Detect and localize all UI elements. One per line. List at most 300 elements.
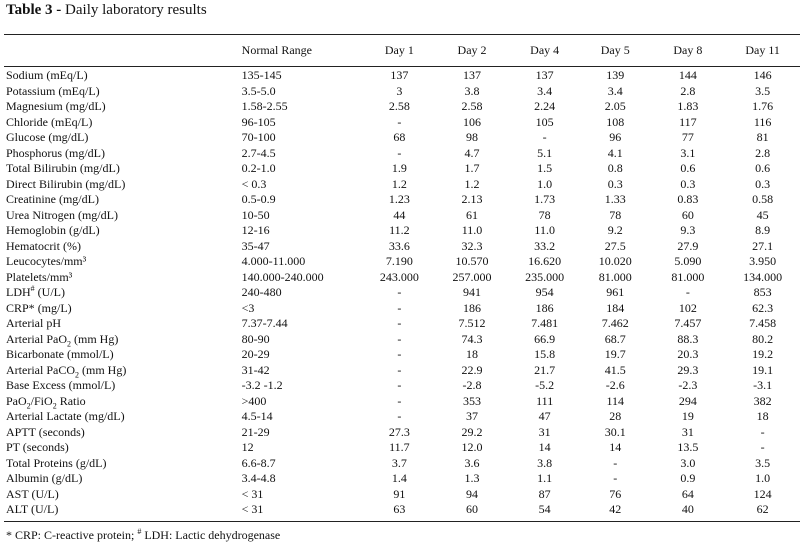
table-row	[4, 146, 800, 162]
table-row	[4, 425, 800, 441]
table-row	[4, 316, 800, 332]
row-value: 88.3	[677, 331, 699, 346]
row-value: 2.13	[461, 192, 483, 206]
row-value: -	[613, 455, 618, 470]
row-normal-range: 21-29	[241, 424, 270, 439]
row-value: 144	[678, 68, 697, 82]
column-header-normal-range: Normal Range	[241, 43, 312, 57]
column-header-day-11: Day 11	[745, 43, 780, 57]
row-value: 19.1	[752, 362, 774, 377]
table-title: Daily laboratory results	[65, 2, 207, 18]
row-value: 3.0	[680, 455, 696, 470]
row-value: 137	[390, 68, 409, 82]
parameter-param: Chloride (mEq/L)	[6, 114, 93, 129]
row-normal-range: 135-145	[241, 68, 282, 82]
row-parameter	[4, 192, 242, 208]
row-parameter	[4, 285, 242, 301]
parameter-param-sub: 2	[74, 369, 79, 379]
row-value: 0.8	[607, 161, 623, 175]
row-value: 2.58	[461, 99, 483, 113]
row-value: 62	[756, 502, 769, 516]
row-parameter	[4, 208, 242, 224]
row-parameter	[4, 99, 242, 115]
row-value: 1.4	[391, 471, 407, 485]
row-normal-range: 20-29	[241, 347, 270, 361]
row-value: 353	[463, 393, 482, 408]
row-value: 13.5	[677, 440, 699, 454]
row-value: -	[613, 471, 618, 485]
row-value: -2.3	[678, 378, 698, 392]
row-value: -	[397, 409, 402, 423]
row-value: -	[760, 440, 765, 454]
parameter-param: Leucocytes/mm³	[6, 254, 87, 268]
column-header-day-2: Day 2	[457, 43, 487, 57]
row-value: 0.83	[677, 192, 699, 206]
row-value: 243.000	[379, 269, 419, 284]
row-value: 29.3	[677, 362, 699, 377]
row-value: 0.9	[680, 471, 696, 485]
table-row	[4, 332, 800, 348]
row-value: 78	[538, 207, 551, 222]
table-caption	[6, 2, 207, 19]
row-value: 7.190	[385, 254, 413, 268]
parameter-param: Sodium (mEq/L)	[6, 68, 88, 82]
table-row	[4, 239, 800, 255]
row-value: -	[397, 145, 402, 160]
row-value: 257.000	[452, 269, 492, 284]
row-value: 91	[393, 486, 406, 501]
parameter-param-tail: (mm Hg)	[70, 331, 119, 346]
row-value: 1.2	[391, 176, 407, 191]
top-rule	[4, 34, 800, 35]
table-row	[4, 208, 800, 224]
row-value: 64	[681, 486, 694, 501]
row-value: 116	[753, 114, 772, 129]
row-value: 961	[606, 285, 625, 299]
row-value: -	[397, 331, 402, 346]
row-value: 853	[753, 285, 772, 299]
row-value: 294	[678, 393, 697, 408]
row-value: 30.1	[604, 424, 626, 439]
table-row	[4, 161, 800, 177]
table-row	[4, 471, 800, 487]
parameter-param: Platelets/mm³	[6, 269, 73, 284]
row-value: 41.5	[604, 362, 626, 377]
row-value: -	[397, 285, 402, 299]
row-value: -	[760, 424, 765, 439]
row-value: 11.7	[389, 440, 410, 454]
row-normal-range: 31-42	[241, 362, 270, 377]
row-value: 12.0	[461, 440, 483, 454]
parameter-param: Total Bilirubin (mg/dL)	[6, 161, 120, 175]
table-row	[4, 130, 800, 146]
row-value: 1.23	[388, 192, 410, 206]
row-value: 117	[679, 114, 697, 129]
row-parameter	[4, 502, 242, 518]
footnote-crp: * CRP: C-reactive protein;	[6, 528, 138, 542]
row-parameter	[4, 440, 242, 456]
row-value: 1.0	[537, 176, 553, 191]
table-row	[4, 363, 800, 379]
row-parameter	[4, 130, 242, 146]
row-value: 7.481	[531, 316, 559, 330]
row-value: 134.000	[743, 269, 783, 284]
row-value: 33.2	[534, 238, 556, 253]
row-normal-range: >400	[241, 393, 267, 408]
parameter-param-tail: /FiO	[30, 393, 53, 408]
row-value: 954	[535, 285, 554, 299]
row-value: 3.5	[755, 83, 771, 98]
row-parameter	[4, 161, 242, 177]
table-row	[4, 223, 800, 239]
row-normal-range: 80-90	[241, 331, 270, 346]
column-header-day-4: Day 4	[530, 43, 560, 57]
row-value: 80.2	[752, 331, 774, 346]
parameter-param: Albumin (g/dL)	[6, 471, 83, 485]
row-value: 78	[609, 207, 622, 222]
table-row	[4, 68, 800, 84]
parameter-param: Glucose (mg/dL)	[6, 130, 89, 144]
row-normal-range: 35-47	[241, 238, 270, 253]
parameter-param-sup: #	[30, 284, 35, 293]
row-value: 4.1	[607, 145, 623, 160]
row-value: 0.6	[755, 161, 771, 175]
row-value: 81	[756, 130, 769, 144]
row-value: 31	[681, 424, 694, 439]
parameter-param: APTT (seconds)	[6, 424, 85, 439]
row-normal-range: 4.000-11.000	[241, 254, 306, 268]
row-parameter	[4, 68, 242, 84]
row-value: 19.7	[604, 347, 626, 361]
row-value: 14	[538, 440, 551, 454]
parameter-param: Potassium (mEq/L)	[6, 83, 100, 98]
row-parameter	[4, 425, 242, 441]
row-value: -	[397, 347, 402, 361]
column-header-day-5: Day 5	[600, 43, 630, 57]
row-value: 18	[466, 347, 479, 361]
parameter-param: Hemoglobin (g/dL)	[6, 223, 100, 237]
row-value: 54	[538, 502, 551, 516]
row-normal-range: < 31	[241, 502, 264, 516]
table-row	[4, 99, 800, 115]
row-value: 10.020	[598, 254, 632, 268]
row-value: 27.1	[752, 238, 774, 253]
row-value: -	[397, 316, 402, 330]
row-parameter	[4, 115, 242, 131]
footnote-mark: #	[137, 527, 142, 536]
table-row	[4, 254, 800, 270]
row-value: -2.6	[605, 378, 625, 392]
table-body	[4, 68, 800, 518]
row-value: 186	[535, 300, 554, 315]
row-normal-range: -3.2 -1.2	[241, 378, 283, 392]
row-value: 1.83	[677, 99, 699, 113]
row-normal-range: < 31	[241, 486, 264, 501]
parameter-param: Phosphorus (mg/dL)	[6, 145, 105, 160]
row-value: 3.1	[680, 145, 696, 160]
row-value: 68	[393, 130, 406, 144]
row-parameter	[4, 456, 242, 472]
parameter-param: PT (seconds)	[6, 440, 69, 454]
row-value: 105	[535, 114, 554, 129]
row-value: 31	[538, 424, 551, 439]
parameter-param: Urea Nitrogen (mg/dL)	[6, 207, 118, 222]
bottom-rule	[4, 521, 800, 522]
row-value: 3.4	[537, 83, 553, 98]
row-parameter	[4, 332, 242, 348]
row-value: 98	[466, 130, 479, 144]
row-value: 11.2	[389, 223, 410, 237]
row-normal-range: 4.5-14	[241, 409, 273, 423]
parameter-param: Bicarbonate (mmol/L)	[6, 347, 114, 361]
parameter-param: Arterial PaO	[6, 331, 67, 346]
row-parameter	[4, 301, 242, 317]
row-value: 33.6	[388, 238, 410, 253]
row-value: 1.7	[464, 161, 480, 175]
row-value: 1.33	[604, 192, 626, 206]
row-value: 68.7	[604, 331, 626, 346]
table-footnote	[6, 528, 280, 543]
row-value: 19	[681, 409, 694, 423]
parameter-param: Magnesium (mg/dL)	[6, 99, 106, 113]
row-value: 102	[678, 300, 697, 315]
table-label: Table 3 -	[6, 2, 66, 18]
row-value: 1.1	[537, 471, 553, 485]
lab-results-table	[4, 40, 800, 518]
parameter-param: ALT (U/L)	[6, 502, 59, 516]
row-value: 10.570	[455, 254, 489, 268]
row-normal-range: 0.5-0.9	[241, 192, 276, 206]
row-value: 3.7	[391, 455, 407, 470]
row-normal-range: 3.5-5.0	[241, 83, 276, 98]
row-value: 3.8	[537, 455, 553, 470]
parameter-param: PaO	[6, 393, 27, 408]
parameter-param: Arterial Lactate (mg/dL)	[6, 409, 125, 423]
row-value: 40	[681, 502, 694, 516]
table-row	[4, 456, 800, 472]
row-normal-range: 10-50	[241, 207, 270, 222]
row-value: 22.9	[461, 362, 483, 377]
row-value: 32.3	[461, 238, 483, 253]
row-parameter	[4, 409, 242, 425]
parameter-param: Creatinine (mg/dL)	[6, 192, 99, 206]
row-value: 2.8	[755, 145, 771, 160]
row-value: 87	[538, 486, 551, 501]
row-value: 137	[463, 68, 482, 82]
row-value: -	[397, 300, 402, 315]
row-parameter	[4, 487, 242, 503]
row-value: 45	[756, 207, 769, 222]
row-value: 47	[538, 409, 551, 423]
table-row	[4, 440, 800, 456]
row-value: 21.7	[534, 362, 556, 377]
parameter-param: Arterial pH	[6, 316, 61, 330]
row-value: 14	[609, 440, 622, 454]
parameter-param: Total Proteins (g/dL)	[6, 455, 107, 470]
row-parameter	[4, 146, 242, 162]
row-parameter	[4, 378, 242, 394]
row-value: 63	[393, 502, 406, 516]
row-value: -3.1	[753, 378, 773, 392]
parameter-param: Arterial PaCO	[6, 362, 75, 377]
row-normal-range: 3.4-4.8	[241, 471, 276, 485]
row-parameter	[4, 270, 242, 286]
row-value: 81.000	[671, 269, 705, 284]
row-value: 66.9	[534, 331, 556, 346]
table-row	[4, 347, 800, 363]
row-value: 60	[681, 207, 694, 222]
row-value: 2.05	[604, 99, 626, 113]
row-value: 3.4	[607, 83, 623, 98]
parameter-param: AST (U/L)	[6, 486, 59, 501]
row-value: 11.0	[534, 223, 555, 237]
row-value: -	[397, 114, 402, 129]
row-value: 0.3	[607, 176, 623, 191]
row-value: 941	[463, 285, 482, 299]
row-value: 60	[466, 502, 479, 516]
row-value: 15.8	[534, 347, 556, 361]
row-value: -5.2	[535, 378, 555, 392]
row-normal-range: 1.58-2.55	[241, 99, 288, 113]
row-value: 3.950	[749, 254, 777, 268]
table-row	[4, 378, 800, 394]
row-value: -	[397, 378, 402, 392]
row-value: 19.2	[752, 347, 774, 361]
row-normal-range: 140.000-240.000	[241, 269, 324, 284]
parameter-param-tail2: Ratio	[56, 393, 86, 408]
row-normal-range: 70-100	[241, 130, 276, 144]
row-value: 106	[463, 114, 482, 129]
row-parameter	[4, 394, 242, 410]
row-value: 7.457	[674, 316, 702, 330]
table-row	[4, 301, 800, 317]
parameter-param: Hematocrit (%)	[6, 238, 81, 253]
row-value: 74.3	[461, 331, 483, 346]
row-normal-range: 2.7-4.5	[241, 145, 276, 160]
footnote-ldh: LDH: Lactic dehydrogenase	[141, 528, 281, 542]
row-value: 2.8	[680, 83, 696, 98]
row-value: 1.76	[752, 99, 774, 113]
parameter-param-sub: 2	[26, 400, 31, 410]
row-value: 5.1	[537, 145, 553, 160]
row-value: 4.7	[464, 145, 480, 160]
row-value: -	[397, 362, 402, 377]
row-value: 18	[756, 409, 769, 423]
column-header-day-8: Day 8	[673, 43, 703, 57]
row-value: 37	[466, 409, 479, 423]
row-parameter	[4, 363, 242, 379]
row-value: 3.6	[464, 455, 480, 470]
table-row	[4, 409, 800, 425]
row-value: 186	[463, 300, 482, 315]
row-value: 77	[681, 130, 694, 144]
table-row	[4, 487, 800, 503]
row-parameter	[4, 316, 242, 332]
row-value: 382	[753, 393, 772, 408]
row-value: 124	[753, 486, 772, 501]
row-value: 3.8	[464, 83, 480, 98]
row-value: -	[685, 285, 690, 299]
row-value: 96	[609, 130, 622, 144]
row-normal-range: 7.37-7.44	[241, 316, 288, 330]
row-value: 137	[535, 68, 554, 82]
row-value: 7.458	[749, 316, 777, 330]
row-value: 9.2	[607, 223, 623, 237]
table-row	[4, 192, 800, 208]
row-value: 7.512	[458, 316, 486, 330]
table-row	[4, 285, 800, 301]
row-value: 1.2	[464, 176, 480, 191]
row-value: 146	[753, 68, 772, 82]
row-parameter	[4, 254, 242, 270]
row-value: 27.9	[677, 238, 699, 253]
row-value: 8.9	[755, 223, 771, 237]
row-value: 0.6	[680, 161, 696, 175]
row-parameter	[4, 471, 242, 487]
row-value: 108	[606, 114, 625, 129]
row-parameter	[4, 84, 242, 100]
row-value: 16.620	[528, 254, 562, 268]
table-row	[4, 115, 800, 131]
parameter-param-sub2: 2	[52, 400, 57, 410]
table-row	[4, 177, 800, 193]
row-normal-range: 12-16	[241, 223, 270, 237]
row-value: 184	[606, 300, 625, 315]
row-value: 28	[609, 409, 622, 423]
row-value: 2.24	[534, 99, 556, 113]
row-value: 42	[609, 502, 622, 516]
table-row	[4, 394, 800, 410]
row-value: -	[542, 130, 547, 144]
row-value: -	[397, 393, 402, 408]
table-row	[4, 270, 800, 286]
parameter-param: Direct Bilirubin (mg/dL)	[6, 176, 126, 191]
parameter-param-tail: (mm Hg)	[78, 362, 127, 377]
row-value: 27.5	[604, 238, 626, 253]
row-value: 76	[609, 486, 622, 501]
parameter-param: LDH	[6, 285, 31, 299]
row-value: 11.0	[461, 223, 483, 237]
row-value: 3.5	[755, 455, 771, 470]
table-row	[4, 84, 800, 100]
parameter-param-tail: (U/L)	[34, 285, 65, 299]
column-header-parameter	[4, 40, 242, 60]
parameter-param: CRP*	[6, 300, 35, 315]
row-value: 111	[536, 393, 554, 408]
row-value: 1.9	[391, 161, 407, 175]
row-parameter	[4, 347, 242, 363]
row-normal-range: 96-105	[241, 114, 276, 129]
row-value: 1.5	[537, 161, 553, 175]
row-value: -2.8	[462, 378, 482, 392]
row-normal-range: 6.6-8.7	[241, 455, 276, 470]
row-value: 0.3	[680, 176, 696, 191]
row-normal-range: <3	[241, 300, 255, 315]
row-value: 1.73	[534, 192, 556, 206]
header-row	[4, 40, 800, 60]
row-value: 1.3	[464, 471, 480, 485]
row-value: 114	[606, 393, 625, 408]
row-value: 7.462	[601, 316, 629, 330]
row-value: 3	[396, 83, 403, 98]
column-header-day-1: Day 1	[384, 43, 414, 57]
row-normal-range: 0.2-1.0	[241, 161, 276, 175]
row-parameter	[4, 177, 242, 193]
row-parameter	[4, 223, 242, 239]
table-row	[4, 502, 800, 518]
row-value: 0.3	[755, 176, 771, 191]
row-normal-range: 12	[241, 440, 254, 454]
